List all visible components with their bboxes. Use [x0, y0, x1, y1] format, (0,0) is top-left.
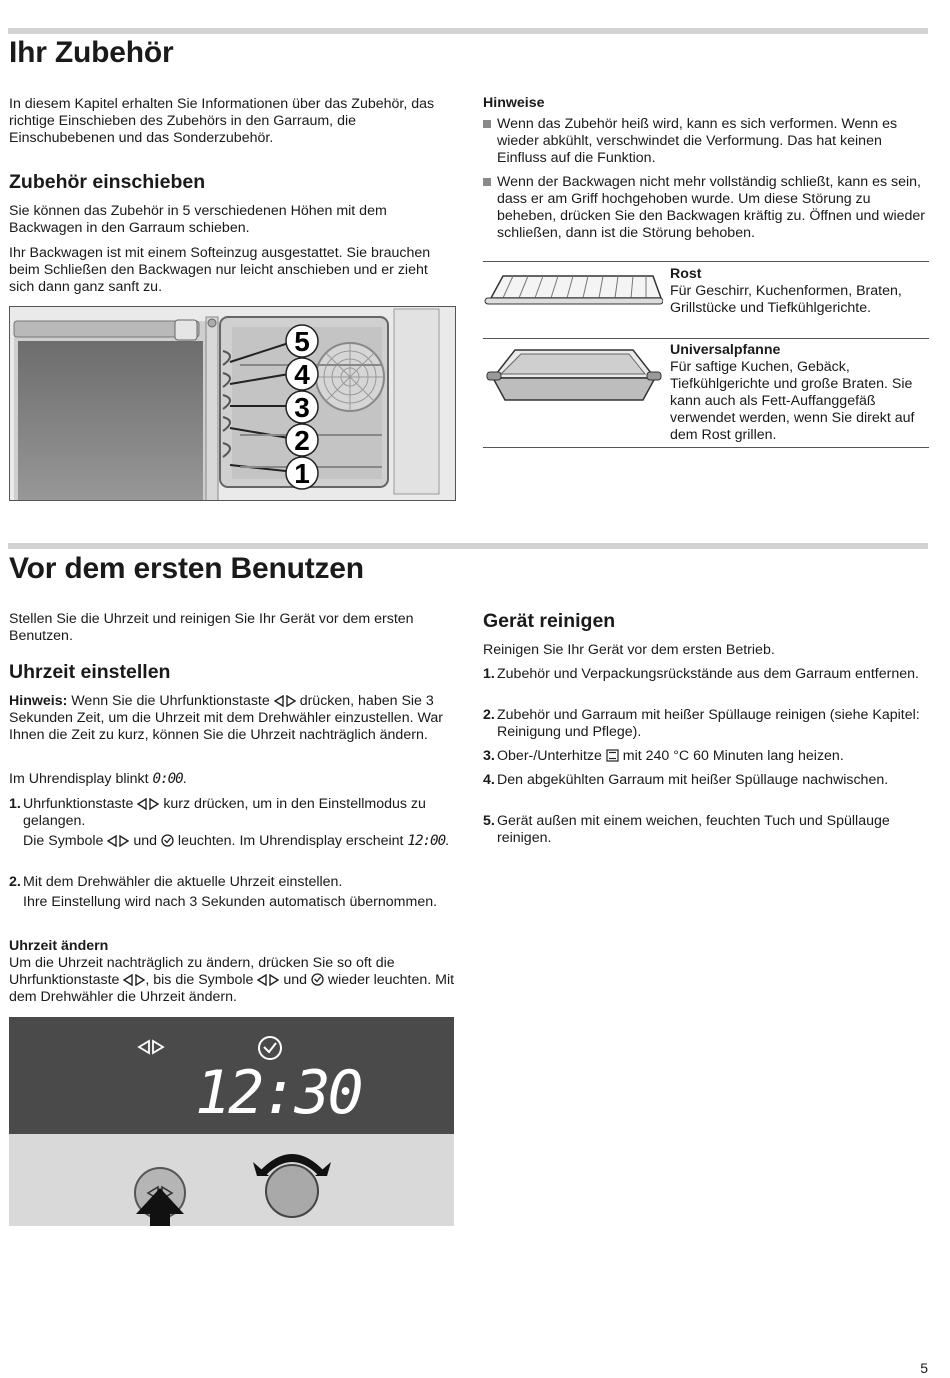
subsection-title: Uhrzeit einstellen — [9, 661, 171, 683]
step-result: Die Symbole und leuchten. Im Uhrendisplay erscheint 12:00. — [23, 833, 450, 849]
page-number: 5 — [920, 1360, 928, 1376]
accessory-name: Universalpfanne — [670, 342, 781, 358]
accessory-name: Rost — [670, 266, 702, 282]
step-item: 4. Den abgekühlten Garraum mit heißer Spüllauge nachwischen. — [483, 772, 889, 788]
display-value: 12:00 — [407, 833, 446, 849]
paragraph: Im Uhrendisplay blinkt 0:00. — [9, 771, 187, 787]
oven-illustration — [9, 306, 456, 501]
divider — [483, 447, 929, 448]
shelf-level-label: 4 — [294, 359, 310, 390]
intro-text: Stellen Sie die Uhrzeit und reinigen Sie Ihr Gerät vor dem ersten Benutzen. — [9, 611, 414, 644]
baking-tray-icon — [483, 342, 663, 412]
paragraph: Reinigen Sie Ihr Gerät vor dem ersten Betrieb. — [483, 642, 775, 658]
clock-icon — [311, 973, 324, 986]
subsection-title: Zubehör einschieben — [9, 171, 206, 193]
paragraph: Um die Uhrzeit nachträglich zu ändern, drücken Sie so oft die Uhrfunktionstaste , bis die Symbole und wieder leuchten. Mit dem Drehwähler die Uhrzeit ändern. — [9, 955, 455, 1005]
section-divider — [8, 543, 928, 549]
control-panel-illustration — [9, 1017, 454, 1226]
step-item: 2. Mit dem Drehwähler die aktuelle Uhrzeit einstellen. — [9, 874, 343, 890]
step-item: 1. Zubehör und Verpackungsrückstände aus dem Garraum entfernen. — [483, 666, 919, 682]
subsection-title: Gerät reinigen — [483, 610, 616, 632]
top-bottom-heat-icon — [606, 749, 619, 762]
clock-function-key-icon — [137, 1039, 165, 1055]
list-item: Wenn das Zubehör heiß wird, kann es sich verformen. Wenn es wieder abkühlt, verschwindet die Verformung. Das hat keinen Einfluss auf die Funktion. — [483, 116, 929, 167]
oven-shelves-illustration — [10, 307, 455, 500]
clock-function-key-icon — [123, 974, 145, 986]
paragraph: Ihr Backwagen ist mit einem Softeinzug ausgestattet. Sie brauchen beim Schließen den Backwagen nur leicht anschieben und er zieht sich dann ganz sanft zu. — [9, 245, 431, 295]
clock-function-key-icon — [274, 695, 296, 707]
shelf-level-label: 2 — [294, 425, 310, 456]
wire-rack-icon — [483, 266, 663, 336]
shelf-level-label: 1 — [294, 458, 310, 489]
bullet-square-icon — [483, 120, 491, 128]
control-strip — [9, 1134, 454, 1226]
step-item: 3. Ober-/Unterhitze mit 240 °C 60 Minuten lang heizen. — [483, 748, 844, 764]
bullet-square-icon — [483, 178, 491, 186]
accessory-description: Für Geschirr, Kuchenformen, Braten, Grillstücke und Tiefkühlgerichte. — [670, 283, 902, 316]
list-item: Wenn der Backwagen nicht mehr vollständig schließt, kann es sein, dass er am Griff hochgehoben wurde. Um diese Störung zu beheben, drücken Sie den Backwagen kräftig zu. Öffnen und wieder schließen, dann ist die Störung behoben. — [483, 174, 929, 242]
step-item: 1. Uhrfunktionstaste kurz drücken, um in den Einstellmodus zu gelangen. — [9, 796, 426, 829]
clock-icon — [161, 834, 174, 847]
subheading: Uhrzeit ändern — [9, 938, 109, 954]
display-value: 0:00 — [152, 771, 183, 787]
clock-function-key-icon — [107, 835, 129, 847]
paragraph: Sie können das Zubehör in 5 verschiedenen Höhen mit dem Backwagen in den Garraum schieben. — [9, 203, 387, 236]
clock-function-key-icon — [257, 974, 279, 986]
step-item: 5. Gerät außen mit einem weichen, feuchten Tuch und Spüllauge reinigen. — [483, 813, 890, 846]
shelf-level-label: 5 — [294, 326, 310, 357]
rotate-arrow-icon — [253, 1142, 331, 1176]
divider — [483, 261, 929, 262]
section-title: Vor dem ersten Benutzen — [9, 552, 364, 585]
section-divider — [8, 28, 928, 34]
step-item: 2. Zubehör und Garraum mit heißer Spüllauge reinigen (siehe Kapitel: Reinigung und Pflege). — [483, 707, 920, 740]
clock-display: 12:30 — [195, 1058, 361, 1128]
intro-text: In diesem Kapitel erhalten Sie Informationen über das Zubehör, das richtige Einschieben des Zubehörs in den Garraum, die Einschubebenen und das Sonderzubehör. — [9, 96, 435, 146]
page-title: Ihr Zubehör — [9, 36, 174, 69]
step-result: Ihre Einstellung wird nach 3 Sekunden automatisch übernommen. — [23, 894, 438, 910]
divider — [483, 338, 929, 339]
display-panel — [9, 1017, 454, 1134]
notes-title: Hinweise — [483, 95, 545, 111]
accessory-description: Für saftige Kuchen, Gebäck, Tiefkühlgerichte und große Braten. Sie kann auch als Fett-Auffanggefäß verwendet werden, wenn Sie direkt auf dem Rost grillen. — [670, 359, 915, 443]
clock-function-key-icon — [137, 798, 159, 810]
press-arrow-icon — [134, 1186, 186, 1226]
hint-paragraph: Hinweis: Wenn Sie die Uhrfunktionstaste drücken, haben Sie 3 Sekunden Zeit, um die Uhrzeit mit dem Drehwähler einzustellen. War Ihnen die Zeit zu kurz, können Sie die Uhrzeit nachträglich ändern. — [9, 693, 443, 743]
shelf-level-label: 3 — [294, 392, 310, 423]
